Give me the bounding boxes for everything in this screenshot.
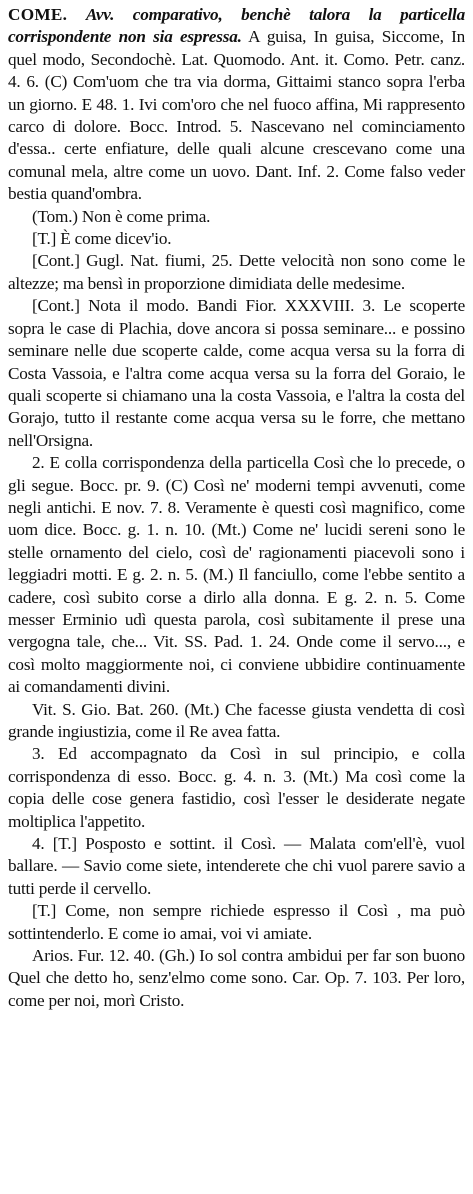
text-run: [T.] È come dicev'io. [32, 229, 172, 249]
text-run: 9. (C) Così ne' moderni tempi avvenuti, come negli antichi. [8, 475, 465, 517]
text-run: 1. 24. Onde come il servo..., e così molto maggiormente noi, ci conviene ubbidire continuamente ai comandamenti divini. [8, 632, 465, 697]
text-run: che lo precede, o gli segue. Bocc. pr. [8, 453, 466, 495]
text-run: ) Ma così come la copia delle cose genera fastidio, così l'esser le desiderate negate moltiplica l'appetito. [8, 766, 466, 831]
text-run: 2. [32, 453, 50, 473]
text-run: ) Io sol contra ambidui per far son buono Quel che detto ho, senz'elmo come sono. [8, 946, 465, 988]
text-run: 4. [236, 766, 264, 786]
text-run: XXXVIII. 3. Le scoperte sopra le case di Plachia, dove ancora si possa seminare... e possino seminare nelle due scoperte calde, come acqua versa su la forra di Costa Vassoia, e l'altra come acqua versa su la forra del Goraio, le quali scoperte si chiamano una la costa Vassoia, e l'altra la costa del Gorajo, tutto il restante come acqua versa su le forre, che mettano nell'Orsigna. [8, 296, 465, 450]
text-run: 4. 6. (C) Com'uom che tra via dorma, Gittaimi stanco sopra l'erba un giorno. [8, 72, 465, 114]
text-run: ( [32, 206, 38, 226]
text-run: , ma può sottintenderlo. [8, 901, 466, 943]
text-run: , Siccome, In quel modo, Secondochè. [8, 27, 466, 69]
text-run: Così [308, 453, 350, 473]
text-run [215, 834, 223, 853]
text-run: 10. ( [177, 520, 218, 540]
text-run: ) Il fanciullo, come l'ebbe sentito a cadere, così subito corse a dirlo alla donna. [8, 565, 465, 607]
text-run: ) Che facesse giusta vendetta di così grande ingiustizia, come il Re avea fatta. [8, 699, 465, 741]
text-run: Tom. [37, 206, 73, 226]
text-run: Arios. Fur. [32, 946, 105, 966]
text-run: non sempre richiede espresso il [118, 901, 349, 921]
text-run: 2. Come falso veder bestia quand'ombra. [8, 161, 465, 204]
entry-paragraph [8, 833, 465, 900]
text-run: Gh. [164, 946, 190, 966]
text-run: [Cont.] [32, 296, 89, 316]
text-run: M. [208, 565, 228, 585]
entry-paragraph [8, 743, 465, 833]
text-run: il [223, 834, 233, 854]
entry-paragraph [8, 228, 465, 250]
text-run: Quomodo. [207, 49, 290, 69]
text-run: E come io amai, voi vi amiate. [103, 923, 312, 943]
text-run: Posposto e sottint. [85, 834, 216, 854]
text-run: Ant. it. [289, 49, 338, 69]
text-run: Avv. comparativo, benchè talora la particella corrispondente non sia espressa. [8, 5, 465, 47]
text-run: Bocc. Introd. [129, 117, 222, 137]
text-run: 260. ( [143, 699, 190, 719]
text-run: E g. [116, 565, 145, 585]
text-run: Dant. Inf. [255, 161, 322, 181]
text-run: 2. [144, 565, 168, 585]
text-run: Car. Op. [292, 968, 350, 988]
text-run: ) Non è come prima. [72, 206, 211, 226]
headword: COME. [8, 5, 68, 24]
text-run: 48. 1. Ivi com'oro che nel fuoco affina, Mi rappresento carco di dolore. [8, 94, 465, 137]
text-run: Gugl. Nat. fiumi [86, 251, 202, 271]
text-run: [T.] Come, [32, 901, 119, 921]
text-run: Mt. [217, 520, 241, 540]
text-run: E nov. [101, 497, 145, 517]
entry-paragraph [8, 206, 465, 228]
text-run: Mt. [189, 699, 214, 719]
text-run: n. [263, 766, 277, 786]
text-run: 1. [140, 520, 166, 540]
text-run: 12. 40. ( [104, 946, 165, 966]
text-run: 4. [T.] [32, 834, 86, 854]
text-run: Ed accompagnato da [58, 744, 217, 764]
text-run: Vit. SS. Pad. [153, 632, 244, 652]
text-run: Così [216, 744, 275, 764]
entry-paragraph [8, 452, 465, 698]
text-run: n. [167, 565, 181, 585]
text-run: n. [384, 587, 398, 607]
text-run: 3. [32, 744, 59, 764]
text-run: A guisa, In guisa [241, 27, 371, 47]
text-run: Petr. canz. [394, 49, 465, 69]
text-run: 5. Come messer Erminio udì questa parola, così subitamente il prese una vergogna tale, che... [8, 587, 465, 652]
text-run: 7. 103. Per loro, come per noi, morì Cristo. [8, 968, 465, 1010]
text-run: Bocc. g. [82, 520, 141, 540]
text-run: , 25. Dette velocità non sono come le altezze; ma bensì in proporzione dimidiata delle medesime. [8, 251, 465, 293]
text-run: Mt. [308, 766, 333, 786]
text-run: E colla corrispondenza della particella [49, 453, 309, 473]
text-run: 3. ( [276, 766, 309, 786]
text-run: 5. Nascevano nel cominciamento d'essa.. certe enfiature, delle quali alcune crescevano come una comunal mela, altre come un uovo. [8, 117, 465, 181]
text-run: E [81, 94, 92, 114]
entry-paragraph [8, 699, 465, 744]
entry-paragraph [8, 945, 465, 1012]
entry-paragraph [8, 250, 465, 295]
entry-paragraph [8, 295, 465, 452]
text-run: 7. 8. Veramente è questi così magnifico, come uom dice. [8, 497, 465, 540]
text-run: Vit. S. Gio. Bat. [32, 699, 144, 719]
text-run: E g. [326, 587, 358, 607]
text-run: 5. ( [180, 565, 209, 585]
entry-paragraph [8, 4, 465, 206]
text-run: Lat. [181, 49, 208, 69]
text-run: [Cont.] [32, 251, 87, 271]
text-run: Nota il modo. Bandi Fior. [88, 296, 277, 316]
text-run: Così. — Malata com'ell'è, vuol ballare. — Savio come siete, intenderete che chi vuol parere savio a tutti perde il cervello. [8, 834, 465, 898]
text-run: n. [165, 520, 178, 540]
text-run: Così [348, 901, 397, 921]
text-run: in sul principio, e colla corrispondenza di esso. Bocc. g. [8, 744, 465, 786]
text-run: Como. [337, 49, 395, 69]
entry-paragraph [8, 900, 465, 945]
text-run: ) Come ne' lucidi sereni sono le stelle ornamento del cielo, così de' ragionamenti piacevoli sono i leggiadri motti. [8, 520, 466, 585]
text-run: 2. [357, 587, 385, 607]
